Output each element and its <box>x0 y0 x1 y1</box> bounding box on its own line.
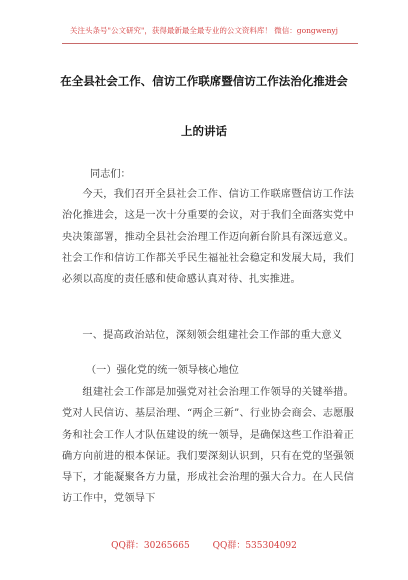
salutation: 同志们： <box>90 169 131 180</box>
section-heading-1: 一、提高政治站位，深刻领会组建社会工作部的重大意义 <box>82 330 343 341</box>
paragraph-intro: 今天，我们召开全县社会工作、信访工作联席暨信访工作法治化推进会，这是一次十分重要的会议，对于我们全面落实党中央决策部署，推动全县社会治理工作迈向新台阶具有深远意义。社会工作和信访工作都关乎民生福祉社会稳定和发展大局，我们必须以高度的责任感和使命感认真对待、扎实推进。 <box>62 189 354 286</box>
footer-qq-group-1: QQ群：30265665 <box>111 541 190 551</box>
footer-qq-group-2: QQ群：535304092 <box>212 541 297 551</box>
subsection-heading-1: （一）强化党的统一领导核心地位 <box>86 365 239 376</box>
paragraph-body: 组建社会工作部是加强党对社会治理工作领导的关键举措。党对人民信访、基层治理、“两企三新”、行业协会商会、志愿服务和社会工作人才队伍建设的统一领导，是确保这些工作沿着正确方向前进的根本保证。我们要深刻认识到，只有在党的坚强领导下，才能凝聚各方力量，形成社会治理的强大合力。在人民信访工作中，党领导下 <box>62 387 354 505</box>
footer-contact <box>0 538 408 551</box>
header-banner: 关注头条号"公文研究"，获得最新最全最专业的公文资料库！ 微信：gongwenyj <box>70 26 338 35</box>
document-title-line1: 在全县社会工作、信访工作联席暨信访工作法治化推进会 <box>60 74 348 88</box>
header-divider <box>62 43 358 44</box>
document-title-line2: 上的讲话 <box>181 124 227 138</box>
